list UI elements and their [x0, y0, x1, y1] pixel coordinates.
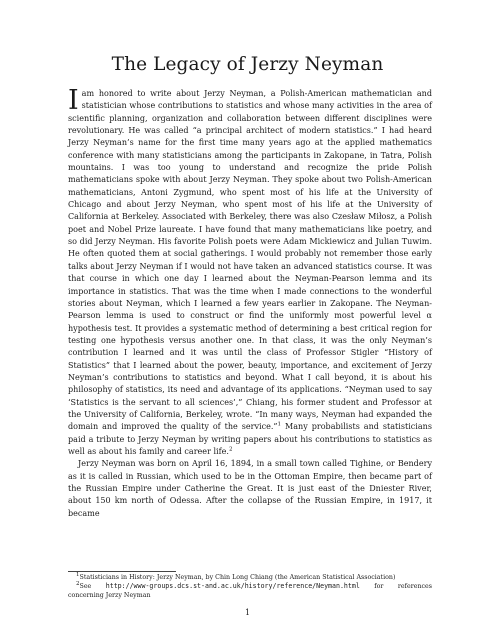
- footnote-2-prefix: See: [79, 583, 106, 591]
- footnote-2-link[interactable]: http://www-groups.dcs.st-and.ac.uk/history/reference/Neyman.html: [105, 582, 360, 591]
- body-text: [68, 85, 432, 520]
- footnote-2-suffix: for references concerning Jerzy Neyman: [68, 583, 432, 600]
- paragraph-1-end: Many probabilists and statisticians paid a tribute to Jerzy Neyman by writing papers about his contributions to statistics as well as about his family and career life.: [68, 422, 432, 456]
- page-number: 1: [244, 608, 251, 617]
- paragraph-1: [68, 85, 432, 458]
- footnote-ref-1[interactable]: 1: [277, 421, 282, 428]
- drop-cap: I: [68, 85, 79, 116]
- footnote-2: [68, 582, 432, 600]
- page-title: The Legacy of Jerzy Neyman: [111, 54, 384, 75]
- paragraph-2: Jerzy Neyman was born on April 16, 1894, in a small town called Tighine, or Bendery as it is called in Russian, which used to be in the Ottoman Empire, then became part of the Russian Empire under Catherine the Great. It is just east of the Dniester River, about 150 km north of Odessa. After the collapse of the Russian Empire, in 1917, it became: [68, 459, 432, 518]
- footnote-divider: [68, 571, 176, 572]
- footnote-1: [68, 573, 432, 582]
- paragraph-1-text: am honored to write about Jerzy Neyman, a Polish-American mathematician and statistician whose contributions to statistics and whose many activities in the area of scientific planning, organization and collaboration between different disciplines were revolutionary. He was called “a principal architect of modern statistics.” I had heard Jerzy Neyman’s name for the first time many years ago at the applied mathematics conference with many statisticians among the participants in Zakopane, in Tatra, Polish mountains. I was too young to understand and recognize the pride Polish mathematicians spoke with about Jerzy Neyman. They spoke about two Polish-American mathematicians, Antoni Zygmund, who spent most of his life at the University of Chicago and about Jerzy Neyman, who spent most of his life at the University of California at Berkeley. Associated with Berkeley, there was also Czesław Miłosz, a Polish poet and Nobel Prize laureate. I have found that many mathematicians like poetry, and so did Jerzy Neyman. His favorite Polish poets were Adam Mickiewicz and Julian Tuwim. He often quoted them at social gatherings. I would probably not remember those early talks about Jerzy Neyman if I would not have taken an advanced statistics course. It was that course in which one day I learned about the Neyman-Pearson lemma and its importance in statistics. That was the time when I made connections to the wonderful stories about Neyman, which I learned a few years earlier in Zakopane. The Neyman-Pearson lemma is used to construct or find the uniformly most powerful level α hypothesis test. It provides a systematic method of determining a best critical region for testing one hypothesis versus another one. In that class, it was the only Neyman’s contribution I learned and it was until the class of Professor Stigler “History of Statistics” that I learned about the power, beauty, importance, and excitement of Jerzy Neyman’s contributions to statistics and beyond. What I call beyond, it is about his philosophy of statistics, its need and advantage of its applications. “Neyman used to say ‘Statistics is the servant to all sciences’,” Chiang, his former student and Professor at the University of California, Berkeley, wrote. “In many ways, Neyman had expanded the domain and improved the quality of the service.”: [68, 89, 432, 432]
- footnote-1-mark: 1: [76, 571, 80, 578]
- footnote-1-text: Statisticians in History: Jerzy Neyman, by Chin Long Chiang (the American Statistical Association): [79, 574, 396, 581]
- footnotes: [68, 573, 432, 601]
- footnote-2-mark: 2: [76, 581, 80, 588]
- footnote-ref-2[interactable]: 2: [228, 446, 233, 453]
